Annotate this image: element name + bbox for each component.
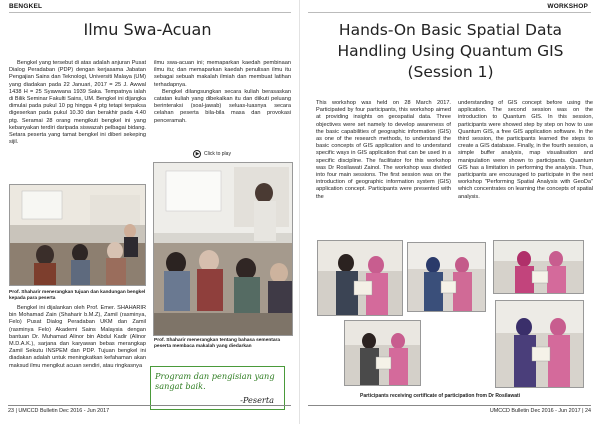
- article-title: Hands-On Basic Spatial Data Handling Using Quantum GIS (Session 1): [337, 21, 564, 81]
- article-column-2: [458, 100, 593, 201]
- workshop-photo-1: [9, 184, 146, 286]
- photo-caption: Participants receiving certificate of participation from Dr Rosilawati: [360, 393, 521, 399]
- article-title: Ilmu Swa-Acuan: [83, 20, 212, 39]
- paragraph: ilmu swa-acuan ini; memaparkan kaedah pembinaan ilmu itu; dan memaparkan kaedah penulisan ilmu itu sebagai sebuah makalah ilmiah dan membuat latihan terhadapnya.: [154, 60, 291, 88]
- article-column-2: [154, 60, 291, 125]
- paragraph: This workshop was held on 28 March 2017. Participated by four participants, this workshop aimed at providing insights on geospatial data. Three objectives were set namely to develop awareness of the basic capabilities of geographic information (GIS) as one of the research methods, to understand the basic concepts of GIS application and to understand specific ways in GIS application that can be used in a specific discipline. The facilitator for this workshop was Dr Rosilawati Zainol. The workshop was divided into four main sessions. The first session was on the introduction of geographic information system (GIS) application concept. Participants were presented with the: [316, 100, 451, 200]
- section-tag: BENGKEL: [9, 3, 43, 10]
- article-column-1-continued: [9, 305, 146, 370]
- workshop-photo-2: [153, 162, 293, 336]
- article-column-1: [316, 100, 451, 201]
- paragraph: understanding of GIS concept before using the application. The second session was on the introduction to Quantum GIS. In this session, participants were showed step by step on how to use Quantum GIS, a free GIS application software. In the third session, the participants learned the steps to create a GIS database. Finally, in the fourth session, a simple buffer analysis, map visualisation and manipulation were shown to participants. Quantum GIS has a limitation in performing the analysis. Thus, participants are encouraged to participate in the next workshop "Performing Spatial Analysis with GeoDa" which concentrates on learning the concepts of spatial analysis.: [458, 100, 593, 200]
- page-footer: 23 | UMCCD Bulletin Dec 2016 - Jun 2017: [8, 408, 110, 414]
- header-rule: [9, 12, 291, 13]
- photo-caption: Prof. Shaharir menerangkan tujuan dan kandungan bengkel kepada para peserta: [9, 290, 146, 301]
- paragraph: Bengkel ini dijalankan oleh Prof. Emer. SHAHARIR bin Mohamad Zain (Shaharir b.M.Z), Zamil (rasminya, Felo) Pusat Dialog Peradaban UKM dan Zamil (rasminya Felo) Akademi Sains Malaysia dengan bantuan Dr. Muhamad Alinor bin Abdul Kadir (Alinor M.D.A.K.), sarjana dan karyawan bebas merangkap Zamil Sekutu INSPEM dan PDP. Tujuan bengkel ini diadakan adalah untuk meningkatkan kefahaman akan maksud ilmu mengikut acuan sendiri, atau ringkasnya: [9, 305, 146, 369]
- paragraph: Bengkel dilangsungkan secara kuliah berasaskan catatan kuliah yang dibekalkan itu dan diikuti peluang berinteraksi (soal-jawab) seluas-luasnya secara celahan peserta bila-bila masa dan provokasi penceramah.: [154, 88, 291, 124]
- certificate-photo-4: [344, 320, 421, 386]
- section-tag: WORKSHOP: [547, 3, 588, 10]
- paragraph: Bengkel yang tersebut di atas adalah anjuran Pusat Dialog Peradaban (PDP) dengan kerjasama Jabatan Pengajian Sains dan Teknologi, Universiti Malaya (UM) yang diadakan pada 22 Januari, 2017 = 25 J. Awwal 1438 H = 25 Syawwana 1939 Saka. Tempatnya ialah di Bilik Seminar Fakulti Sains, UM. Bengkel ini dijangka dimulai pada pukul 10 pg hingga 4 ptg tetapi terpaksa digeserkan pada pukul 10.30 dan berakhir pada 4.40 ptg. Seramai 28 orang mengikuti bengkel ini yang kebanyakan terdiri daripada siswazah pelbagai bidang. Setara peserta yang tamat bengkel ini diberi sekeping sijil.: [9, 60, 146, 146]
- quote-text: Program dan pengisian yang sangat baik.: [155, 371, 275, 391]
- play-icon[interactable]: ▶: [193, 150, 201, 158]
- footer-rule: [308, 405, 591, 406]
- testimonial-quote: [150, 366, 285, 410]
- certificate-photo-2: [407, 242, 486, 312]
- certificate-photo-3: [493, 240, 584, 294]
- header-rule: [308, 12, 591, 13]
- page-footer: UMCCD Bulletin Dec 2016 - Jun 2017 | 24: [489, 408, 591, 414]
- photo-caption: Prof. Shaharir menerangkan tentang bahasa sementara peserta membaca makalah yang diedarkan: [154, 338, 281, 349]
- certificate-photo-5: [495, 300, 584, 388]
- footer-rule: [8, 405, 291, 406]
- quote-attribution: -Peserta: [240, 395, 274, 405]
- right-page: [300, 0, 600, 424]
- play-control[interactable]: [193, 150, 231, 158]
- play-label[interactable]: Click to play: [204, 151, 231, 157]
- certificate-photo-1: [317, 240, 403, 316]
- article-column-1: [9, 60, 146, 146]
